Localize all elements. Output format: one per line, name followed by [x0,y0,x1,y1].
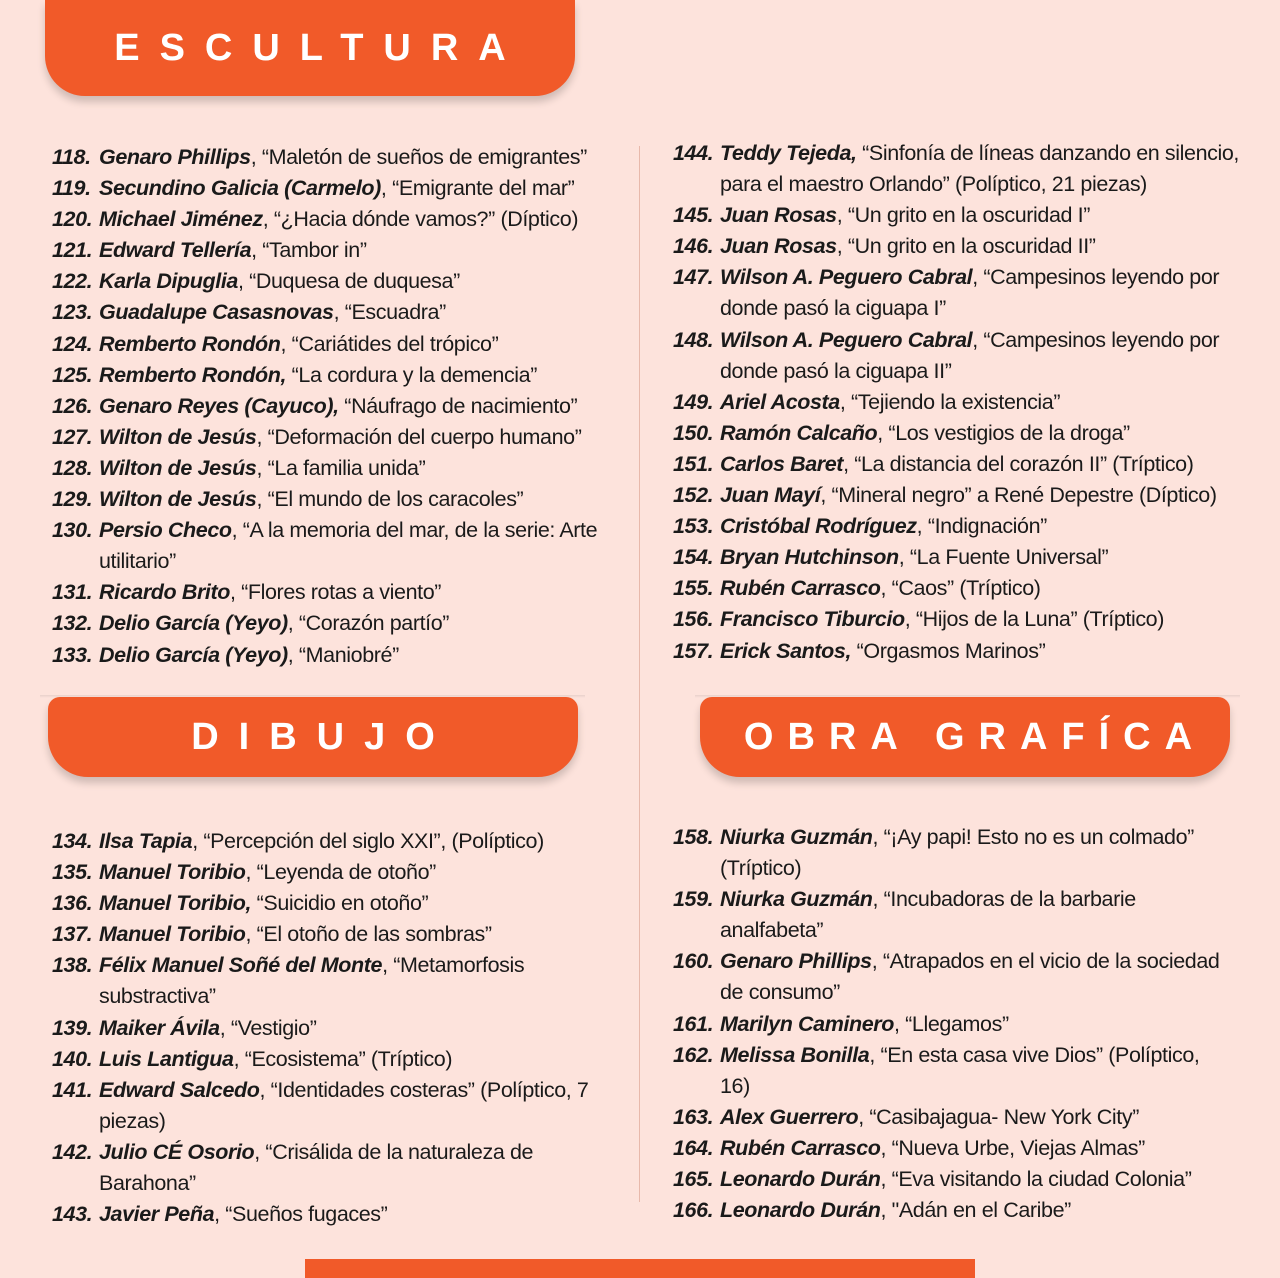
artist-name: Ilsa Tapia [99,829,193,853]
entry-text [99,950,632,1012]
entry-text [720,542,1263,573]
artwork-title: , “Duquesa de duquesa” [237,269,460,294]
entry-number: 144. [673,141,714,165]
artist-name: Karla Dipuglia [99,269,238,294]
entry-number: 133. [52,642,93,667]
entry-text [720,604,1263,635]
artwork-title: , “En esta casa vive Dios” (Políptico, 16) [720,1042,1200,1098]
artist-name: Wilson A. Peguero Cabral [720,327,973,352]
entry-number: 134. [52,829,93,853]
entry-number: 139. [52,1015,93,1040]
artwork-title: “Suicidio en otoño” [251,891,429,916]
entry-text [720,884,1233,946]
list-item [673,138,1263,200]
artwork-title: , “El mundo de los caracoles” [256,487,524,512]
artist-name: Leonardo Durán [720,1167,881,1192]
entry-text [99,608,612,639]
artist-name: Michael Jiménez [99,207,263,232]
banner-escultura [45,0,575,96]
list-item [52,608,612,639]
artwork-title: , “Atrapados en el vicio de la sociedad de consumo” [720,949,1220,1005]
artwork-title: , “Campesinos leyendo por donde pasó la ciguapa II” [720,327,1220,383]
artist-name: Rubén Carrasco [720,1135,881,1160]
entry-number: 128. [52,455,93,480]
entry-number: 149. [673,389,714,414]
artwork-title: , “Los vestigios de la droga” [877,420,1130,445]
entry-number: 161. [673,1011,714,1036]
artist-name: Wilton de Jesús [99,487,257,512]
entry-text [99,266,612,297]
entry-text [99,142,612,173]
list-item [52,297,612,328]
artist-name: Genaro Phillips [720,949,872,974]
list-item [673,387,1263,418]
list-item [673,262,1263,324]
entry-text [99,297,612,328]
entry-text [720,1195,1233,1226]
escultura-list [52,142,612,671]
entry-text [720,636,1263,667]
entry-number: 152. [673,483,714,508]
artwork-title: , “Hijos de la Luna” (Tríptico) [904,607,1164,632]
artwork-title: , “Flores rotas a viento” [229,580,442,605]
entry-number: 120. [52,207,93,232]
entry-text [99,919,632,950]
artwork-title: , “Caos” (Tríptico) [880,576,1041,601]
artist-name: Delio García (Yeyo) [99,611,288,636]
list-item [52,1137,632,1199]
artist-name: Wilton de Jesús [99,455,257,480]
artwork-title: , “Un grito en la oscuridad II” [836,234,1096,259]
artist-name: Persio Checo [99,518,232,543]
entry-number: 126. [52,393,93,418]
artwork-title: , “Deformación del cuerpo humano” [256,424,582,449]
list-item [673,1164,1233,1195]
entry-number: 142. [52,1139,93,1164]
list-item [52,453,612,484]
entry-number: 138. [52,953,93,978]
list-item [52,329,612,360]
list-item [673,636,1263,667]
entry-number: 162. [673,1042,714,1067]
entry-text [720,511,1263,542]
artist-name: Félix Manuel Soñé del Monte [99,953,383,978]
artwork-title: , “Crisálida de la naturaleza de Barahona” [99,1139,534,1196]
artist-name: Marilyn Caminero [720,1011,895,1036]
entry-number: 158. [673,825,714,849]
artwork-title: “La cordura y la demencia” [286,362,537,387]
artist-name: Bryan Hutchinson [720,545,899,570]
entry-number: 121. [52,238,93,263]
artist-name: Genaro Reyes (Cayuco), [99,393,339,418]
artwork-title: , “Incubadoras de la barbarie analfabeta” [720,887,1136,943]
entry-text [99,1199,632,1230]
list-item [673,511,1263,542]
artwork-title: , “Casibajagua- New York City” [858,1104,1139,1129]
list-item [52,857,632,888]
entry-text [99,453,612,484]
entry-number: 157. [673,638,714,663]
entry-number: 146. [673,234,714,259]
dibujo-list [52,826,632,1230]
artist-name: Niurka Guzmán [720,825,873,849]
list-item [673,822,1233,884]
artist-name: Ricardo Brito [99,580,230,605]
entry-number: 125. [52,362,93,387]
list-item [673,480,1263,511]
artwork-title: , “El otoño de las sombras” [245,922,492,947]
list-item [673,1009,1233,1040]
artist-name: Manuel Toribio [99,922,246,947]
list-item [52,204,612,235]
list-item [52,1044,632,1075]
entry-text [720,449,1263,480]
banner-obra-grafica [700,697,1230,777]
section-title-dibujo: DIBUJO [191,715,455,758]
entry-text [99,204,612,235]
entry-number: 130. [52,518,93,543]
entry-text [720,231,1263,262]
section-title-escultura: ESCULTURA [114,26,526,69]
entry-number: 135. [52,860,93,885]
entry-number: 127. [52,424,93,449]
section-title-obra-grafica: OBRA GRAFÍCA [743,715,1207,758]
list-item [52,1199,632,1230]
artwork-title: , “Percepción del siglo XXI”, (Políptico) [192,829,544,853]
list-item [52,826,632,857]
artwork-title: , “Mineral negro” a René Depestre (Díptico) [820,483,1217,508]
entry-number: 119. [52,176,91,201]
entry-text [99,391,612,422]
artwork-title: , “Campesinos leyendo por donde pasó la ciguapa I” [720,265,1220,321]
artist-name: Francisco Tiburcio [720,607,905,632]
artist-name: Teddy Tejeda, [720,141,857,165]
artist-name: Juan Rosas [720,234,837,259]
list-item [52,888,632,919]
entry-number: 159. [673,887,714,912]
entry-text [99,857,632,888]
entry-number: 137. [52,922,93,947]
artwork-title: , “Corazón partío” [287,611,450,636]
list-item [52,266,612,297]
entry-number: 163. [673,1104,714,1129]
artwork-title: , “Tambor in” [251,238,367,263]
artist-name: Secundino Galicia (Carmelo) [99,176,381,201]
list-item [52,1013,632,1044]
entry-text [99,1075,632,1137]
artwork-title: “Orgasmos Marinos” [851,638,1046,663]
entry-text [720,1102,1233,1133]
banner-dibujo [48,697,578,777]
escultura-continued-list [673,138,1263,667]
artist-name: Rubén Carrasco [720,576,881,601]
artist-name: Edward Tellería [99,238,252,263]
artwork-title: , “Tejiendo la existencia” [839,389,1061,414]
list-item [673,1195,1233,1226]
entry-number: 122. [52,269,93,294]
entry-text [720,138,1263,200]
entry-number: 165. [673,1167,714,1192]
artist-name: Remberto Rondón [99,331,281,356]
artwork-title: , "Adán en el Caribe” [880,1198,1071,1223]
entry-number: 136. [52,891,93,916]
artist-name: Melissa Bonilla [720,1042,870,1067]
artwork-title: , “¿Hacia dónde vamos?” (Díptico) [262,207,579,232]
entry-number: 129. [52,487,93,512]
entry-text [720,200,1263,231]
artist-name: Remberto Rondón, [99,362,287,387]
list-item [673,325,1263,387]
list-item [52,235,612,266]
list-item [52,360,612,391]
list-item [673,200,1263,231]
entry-number: 124. [52,331,93,356]
list-item [673,1133,1233,1164]
artist-name: Carlos Baret [720,451,844,476]
list-item [673,946,1233,1008]
list-item [52,640,612,671]
artwork-title: , “Identidades costeras” (Políptico, 7 piezas) [99,1077,589,1133]
entry-text [99,888,632,919]
obra-grafica-list [673,822,1233,1226]
entry-number: 132. [52,611,93,636]
entry-text [99,577,612,608]
entry-number: 154. [673,545,714,570]
artist-name: Juan Mayí [720,483,821,508]
entry-number: 118. [52,145,91,169]
entry-number: 153. [673,514,714,539]
artwork-title: “Sinfonía de líneas danzando en silencio, para el maestro Orlando” (Políptico, 21 piezas) [720,141,1239,197]
artwork-title: , “Emigrante del mar” [380,176,575,201]
artwork-title: , “Leyenda de otoño” [245,860,436,885]
entry-number: 143. [52,1202,93,1227]
entry-text [99,422,612,453]
list-item [52,142,612,173]
artist-name: Wilson A. Peguero Cabral [720,265,973,290]
artwork-title: “Náufrago de nacimiento” [338,393,578,418]
list-item [52,173,612,204]
list-item [52,577,612,608]
entry-text [720,480,1263,511]
entry-number: 151. [673,451,714,476]
artwork-title: , “Nueva Urbe, Viejas Almas” [880,1135,1145,1160]
list-item [52,484,612,515]
list-item [673,604,1263,635]
artist-name: Juan Rosas [720,203,837,228]
entry-text [99,329,612,360]
entry-number: 145. [673,203,714,228]
list-item [52,515,612,577]
list-item [673,884,1233,946]
entry-number: 147. [673,265,714,290]
artwork-title: , “Cariátides del trópico” [280,331,499,356]
entry-number: 156. [673,607,714,632]
entry-text [720,822,1233,884]
entry-text [720,262,1263,324]
entry-number: 141. [52,1077,93,1102]
entry-text [99,360,612,391]
artist-name: Luis Lantigua [99,1046,234,1071]
artwork-title: , “Llegamos” [894,1011,1009,1036]
artwork-title: , “La familia unida” [256,455,426,480]
entry-number: 123. [52,300,93,325]
artwork-title: , “Maletón de sueños de emigrantes” [250,145,587,169]
artist-name: Leonardo Durán [720,1198,881,1223]
entry-number: 140. [52,1046,93,1071]
artwork-title: , “Vestigio” [219,1015,317,1040]
entry-text [99,484,612,515]
artwork-title: , “Un grito en la oscuridad I” [836,203,1090,228]
entry-text [720,325,1263,387]
list-item [673,231,1263,262]
list-item [673,1040,1233,1102]
entry-number: 131. [52,580,93,605]
artist-name: Genaro Phillips [99,145,251,169]
artist-name: Manuel Toribio [99,860,246,885]
entry-number: 166. [673,1198,714,1223]
entry-text [99,515,612,577]
entry-text [99,640,612,671]
artist-name: Julio CÉ Osorio [99,1139,255,1164]
artist-name: Guadalupe Casasnovas [99,300,334,325]
list-item [673,1102,1233,1133]
artist-name: Maiker Ávila [99,1015,220,1040]
entry-text [720,418,1263,449]
entry-text [99,1137,632,1199]
list-item [673,542,1263,573]
artwork-title: , “Ecosistema” (Tríptico) [233,1046,453,1071]
artwork-title: , “La distancia del corazón II” (Tríptico) [843,451,1194,476]
list-item [673,573,1263,604]
entry-number: 164. [673,1135,714,1160]
artist-name: Javier Peña [99,1202,215,1227]
entry-text [720,1009,1233,1040]
column-divider [639,146,640,1202]
list-item [673,418,1263,449]
artwork-title: , “Eva visitando la ciudad Colonia” [880,1167,1192,1192]
entry-text [720,387,1263,418]
list-item [52,1075,632,1137]
artist-name: Ariel Acosta [720,389,840,414]
artist-name: Alex Guerrero [720,1104,859,1129]
entry-number: 148. [673,327,714,352]
entry-number: 150. [673,420,714,445]
artist-name: Edward Salcedo [99,1077,260,1102]
entry-text [720,573,1263,604]
artwork-title: , “Maniobré” [287,642,399,667]
entry-text [99,826,632,857]
entry-text [720,1164,1233,1195]
entry-text [99,173,612,204]
footer-bar [305,1259,975,1278]
entry-text [720,1040,1233,1102]
artwork-title: , “Escuadra” [333,300,446,325]
list-item [52,919,632,950]
artwork-title: , “¡Ay papi! Esto no es un colmado” (Tríptico) [720,825,1194,881]
artist-name: Ramón Calcaño [720,420,878,445]
entry-number: 160. [673,949,714,974]
entry-text [720,1133,1233,1164]
artwork-title: , “La Fuente Universal” [898,545,1109,570]
artist-name: Cristóbal Rodríguez [720,514,917,539]
artwork-title: , “A la memoria del mar, de la serie: Arte utilitario” [99,518,598,574]
artist-name: Manuel Toribio, [99,891,252,916]
entry-text [99,1013,632,1044]
artwork-title: , “Indignación” [916,514,1047,539]
entry-number: 155. [673,576,714,601]
entry-text [720,946,1233,1008]
artwork-title: , “Sueños fugaces” [214,1202,388,1227]
artwork-title: , “Metamorfosis substractiva” [99,953,525,1009]
entry-text [99,235,612,266]
artist-name: Niurka Guzmán [720,887,873,912]
entry-text [99,1044,632,1075]
artist-name: Erick Santos, [720,638,852,663]
list-item [52,950,632,1012]
list-item [673,449,1263,480]
artist-name: Delio García (Yeyo) [99,642,288,667]
list-item [52,391,612,422]
artist-name: Wilton de Jesús [99,424,257,449]
list-item [52,422,612,453]
